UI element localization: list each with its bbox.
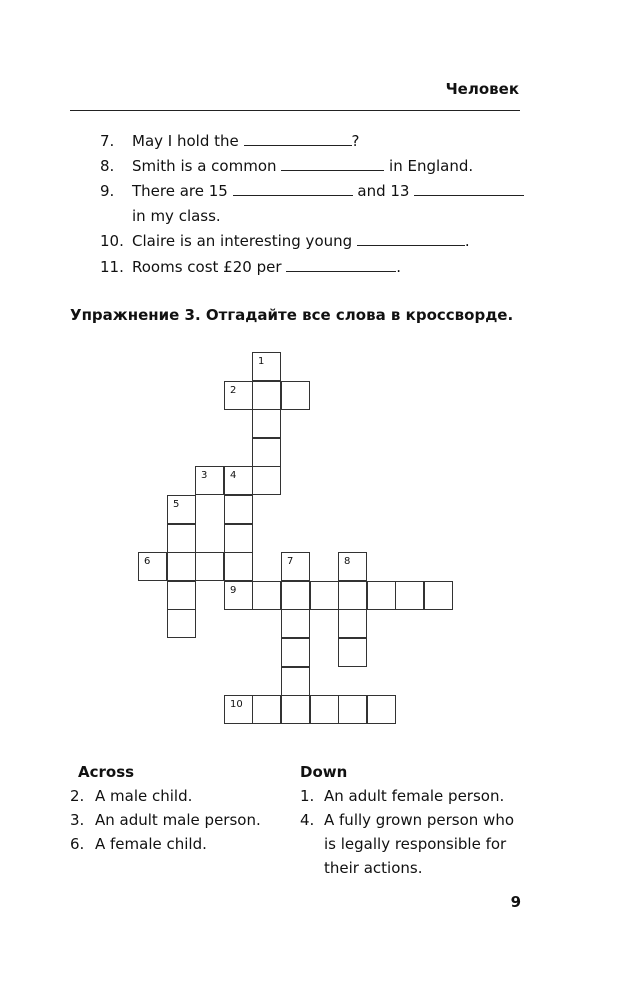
crossword-cell[interactable] (224, 552, 253, 581)
clue-number: 6. (70, 835, 85, 853)
sentence-8 (0, 154, 619, 178)
crossword-cell[interactable] (224, 381, 253, 410)
cell-number: 8 (344, 556, 351, 567)
crossword-cell[interactable] (367, 695, 396, 724)
crossword-cell[interactable] (224, 581, 253, 610)
crossword-cell[interactable] (338, 638, 367, 667)
answer-blank[interactable] (233, 179, 353, 196)
clue-number: 2. (70, 787, 85, 805)
answer-blank[interactable] (244, 129, 352, 146)
sentence-9-continued (0, 204, 619, 228)
sentence-text: Smith is a common (132, 157, 282, 175)
clue-text: An adult male person. (95, 811, 261, 829)
clue-number: 3. (70, 811, 85, 829)
page-number: 9 (510, 893, 521, 911)
sentence-text: Claire is an interesting young (132, 232, 357, 250)
cell-number: 7 (287, 556, 294, 567)
exercise-3-heading (70, 306, 513, 324)
sentence-text: in my class. (132, 207, 221, 225)
crossword-cell[interactable] (367, 581, 396, 610)
crossword-cell[interactable] (195, 466, 224, 495)
sentence-text: Rooms cost £20 per (132, 258, 287, 276)
answer-blank[interactable] (414, 179, 524, 196)
sentence-text: ? (351, 132, 360, 150)
crossword-cell[interactable] (281, 695, 310, 724)
sentence-7 (0, 129, 619, 153)
crossword-cell[interactable] (281, 581, 310, 610)
clue-item (70, 808, 290, 832)
crossword-cell[interactable] (252, 381, 281, 410)
down-clues (300, 760, 530, 880)
crossword-cell[interactable] (281, 552, 310, 581)
header-divider (70, 110, 520, 111)
item-number: 11. (100, 258, 124, 276)
cell-number: 4 (230, 470, 237, 481)
clue-text: A fully grown person who (324, 811, 515, 829)
chapter-title: Человек (445, 80, 519, 98)
crossword-cell[interactable] (395, 581, 424, 610)
crossword-cell[interactable] (224, 695, 253, 724)
crossword-cell[interactable] (252, 695, 281, 724)
item-number: 10. (100, 232, 124, 250)
sentence-text: . (396, 258, 402, 276)
crossword-cell[interactable] (281, 667, 310, 696)
crossword-cell[interactable] (224, 524, 253, 553)
across-heading: Across (78, 763, 135, 781)
cell-number: 10 (230, 699, 243, 710)
answer-blank[interactable] (357, 229, 465, 246)
crossword-cell[interactable] (252, 466, 281, 495)
clue-text: their actions. (324, 859, 423, 877)
clue-text: An adult female person. (324, 787, 505, 805)
crossword-cell[interactable] (338, 581, 367, 610)
cell-number: 3 (201, 470, 208, 481)
sentence-9 (0, 179, 619, 203)
item-number: 7. (100, 132, 115, 150)
crossword-cell[interactable] (310, 695, 339, 724)
crossword-cell[interactable] (310, 581, 339, 610)
crossword-cell[interactable] (167, 524, 196, 553)
sentence-text: in England. (384, 157, 474, 175)
clue-text: A male child. (95, 787, 193, 805)
cell-number: 1 (258, 356, 265, 367)
crossword-cell[interactable] (138, 552, 167, 581)
clue-number: 4. (300, 811, 315, 829)
clue-text: A female child. (95, 835, 207, 853)
cell-number: 5 (173, 499, 180, 510)
clue-number: 1. (300, 787, 315, 805)
crossword-cell[interactable] (252, 438, 281, 467)
crossword-cell[interactable] (281, 638, 310, 667)
crossword-cell[interactable] (224, 495, 253, 524)
cell-number: 6 (144, 556, 151, 567)
crossword-cell[interactable] (281, 381, 310, 410)
clue-item (70, 832, 290, 856)
sentence-text: May I hold the (132, 132, 244, 150)
crossword-cell[interactable] (224, 466, 253, 495)
crossword-cell[interactable] (167, 581, 196, 610)
answer-blank[interactable] (281, 154, 384, 171)
exercise-label: Упражнение 3. (70, 306, 201, 324)
sentence-10 (0, 229, 619, 253)
cell-number: 9 (230, 585, 237, 596)
sentence-text: and 13 (352, 182, 415, 200)
clue-text: is legally responsible for (324, 835, 507, 853)
item-number: 9. (100, 182, 115, 200)
exercise-instruction: Отгадайте все слова в кроссворде. (200, 306, 514, 324)
crossword-cell[interactable] (252, 409, 281, 438)
clue-item (300, 808, 530, 880)
crossword-cell[interactable] (252, 581, 281, 610)
sentence-text: There are 15 (132, 182, 233, 200)
crossword-cell[interactable] (338, 552, 367, 581)
crossword-cell[interactable] (167, 495, 196, 524)
answer-blank[interactable] (286, 255, 396, 272)
crossword-cell[interactable] (338, 695, 367, 724)
crossword-cell[interactable] (167, 609, 196, 638)
cell-number: 2 (230, 385, 237, 396)
clue-item (300, 784, 530, 808)
crossword-cell[interactable] (281, 609, 310, 638)
down-heading: Down (300, 763, 348, 781)
crossword-cell[interactable] (195, 552, 224, 581)
across-clues (70, 760, 290, 856)
sentence-11 (0, 255, 619, 279)
item-number: 8. (100, 157, 115, 175)
sentence-text: . (464, 232, 470, 250)
crossword-cell[interactable] (424, 581, 453, 610)
clue-item (70, 784, 290, 808)
crossword-cell[interactable] (167, 552, 196, 581)
crossword-cell[interactable] (338, 609, 367, 638)
crossword-cell[interactable] (252, 352, 281, 381)
